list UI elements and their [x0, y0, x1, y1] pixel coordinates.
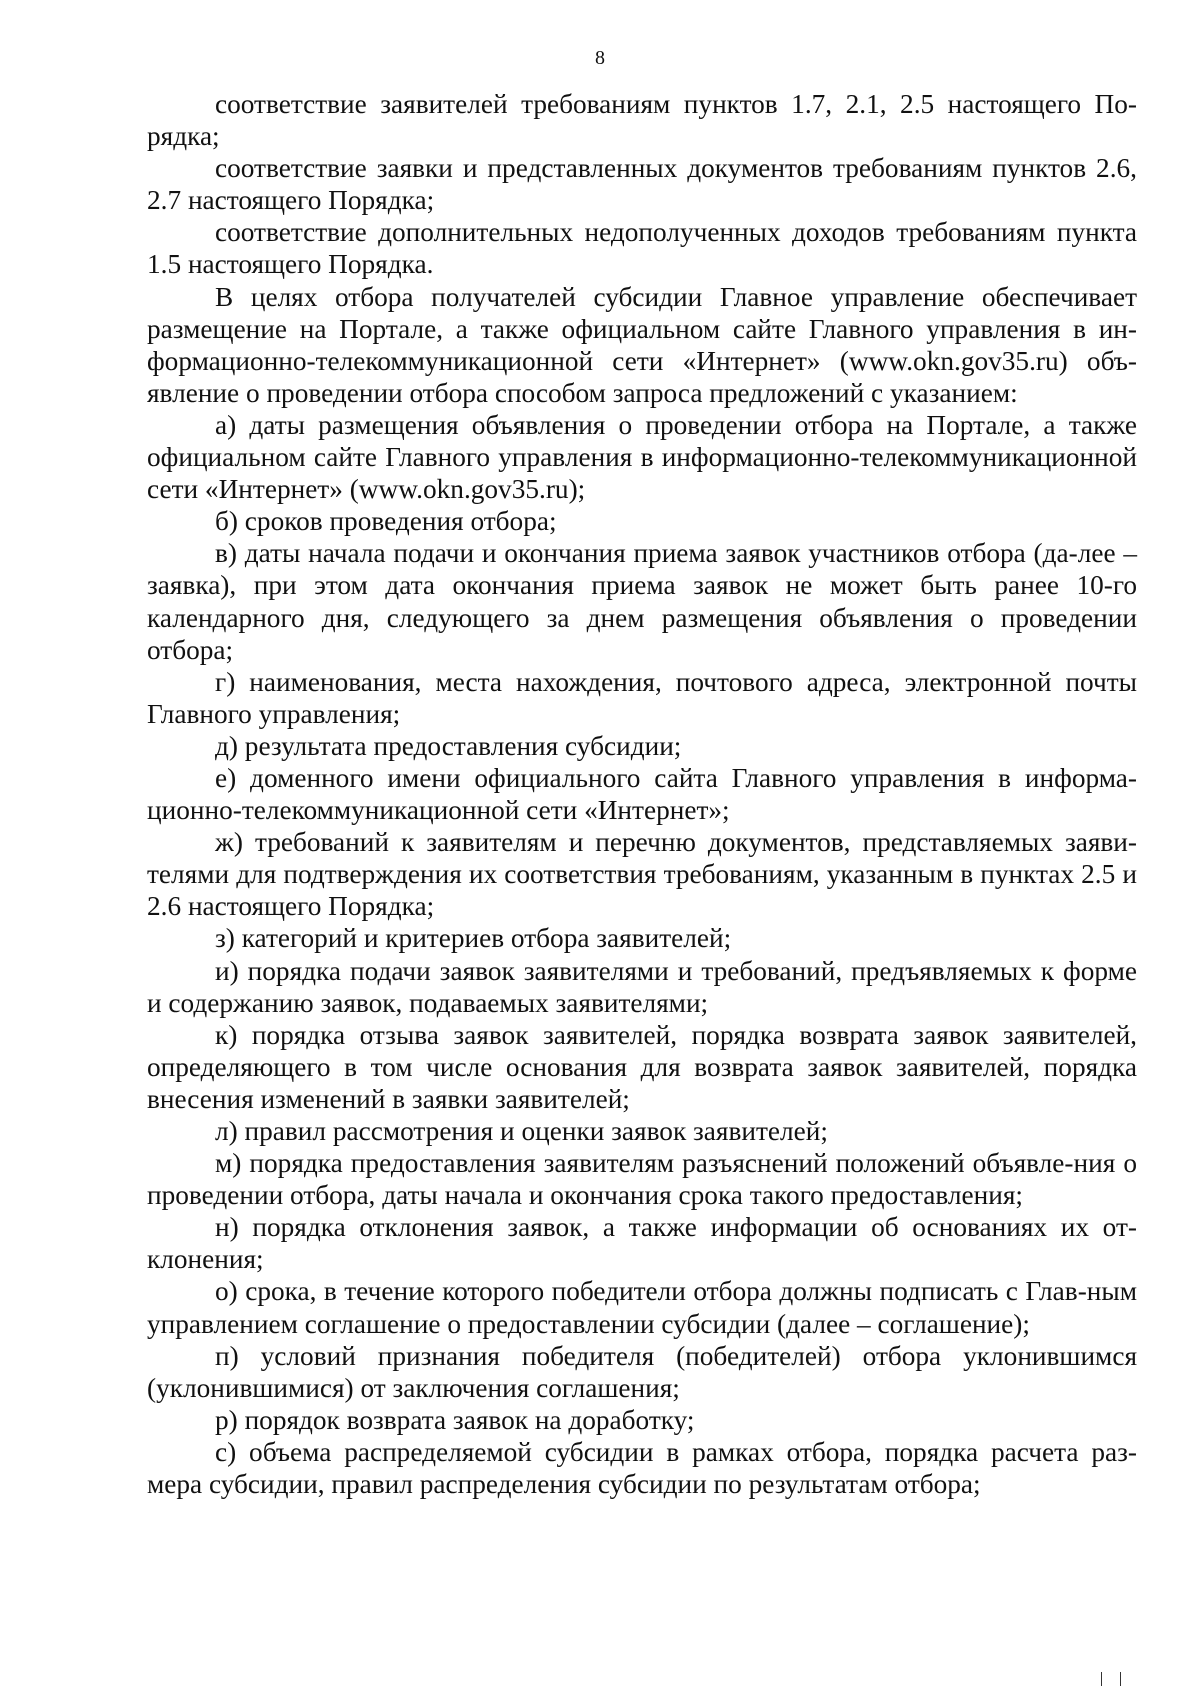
- paragraph: г) наименования, места нахождения, почтового адреса, электронной почты Главного управления;: [147, 666, 1137, 729]
- paragraph: В целях отбора получателей субсидии Главное управление обеспечивает размещение на Портале, а также официальном сайте Главного управления в ин-формационно-телекоммуникационной сети «Интернет» (www.okn.gov35.ru) объ-явление о проведении отбора способом запроса предложений с указанием:: [147, 281, 1137, 408]
- scan-mark: [1101, 1672, 1102, 1686]
- paragraph: р) порядок возврата заявок на доработку;: [215, 1404, 695, 1435]
- paragraph: соответствие заявки и представленных документов требованиям пунктов 2.6, 2.7 настоящего Порядка;: [147, 153, 1137, 216]
- paragraph: и) порядка подачи заявок заявителями и требований, предъявляемых к форме и содержанию заявок, подаваемых заявителями;: [147, 955, 1137, 1018]
- paragraph: к) порядка отзыва заявок заявителей, порядка возврата заявок заявителей, определяющего в том числе основания для возврата заявок заявителей, порядка внесения изменений в заявки заявителей;: [147, 1019, 1137, 1114]
- scan-mark: [1120, 1672, 1121, 1686]
- paragraph: о) срока, в течение которого победители отбора должны подписать с Глав-ным управлением соглашение о предоставлении субсидии (далее – соглашение);: [147, 1276, 1137, 1339]
- paragraph: л) правил рассмотрения и оценки заявок заявителей;: [215, 1116, 828, 1146]
- paragraph: в) даты начала подачи и окончания приема заявок участников отбора (да-лее – заявка), при этом дата окончания приема заявок не может быть ранее 10-го календарного дня, следующего за днем размещения объявления о проведении отбора;: [147, 538, 1137, 665]
- paragraph: а) даты размещения объявления о проведении отбора на Портале, а также официальном сайте Главного управления в информационно-телекоммуникационной сети «Интернет» (www.okn.gov35.ru);: [147, 409, 1137, 505]
- paragraph: д) результата предоставления субсидии;: [215, 730, 682, 761]
- paragraph: соответствие заявителей требованиям пунктов 1.7, 2.1, 2.5 настоящего По-рядка;: [147, 89, 1137, 152]
- paragraph: п) условий признания победителя (победителей) отбора уклонившимся (уклонившимися) от заключения соглашения;: [147, 1340, 1137, 1403]
- page-number: 8: [595, 47, 605, 69]
- paragraph: е) доменного имени официального сайта Главного управления в информа-ционно-телекоммуникационной сети «Интернет»;: [147, 762, 1137, 826]
- paragraph: з) категорий и критериев отбора заявителей;: [215, 923, 732, 954]
- paragraph: м) порядка предоставления заявителям разъяснений положений объявле-ния о проведении отбора, даты начала и окончания срока такого предоставления;: [147, 1148, 1137, 1211]
- document-body: [147, 88, 1137, 1500]
- paragraph: н) порядка отклонения заявок, а также информации об основаниях их от-клонения;: [147, 1212, 1137, 1275]
- paragraph: соответствие дополнительных недополученных доходов требованиям пункта 1.5 настоящего Порядка.: [147, 217, 1137, 280]
- paragraph: ж) требований к заявителям и перечню документов, представляемых заяви-телями для подтверждения их соответствия требованиям, указанным в пунктах 2.5 и 2.6 настоящего Порядка;: [147, 827, 1137, 922]
- paragraph: б) сроков проведения отбора;: [215, 506, 557, 537]
- paragraph: с) объема распределяемой субсидии в рамках отбора, порядка расчета раз-мера субсидии, правил распределения субсидии по результатам отбора;: [147, 1436, 1137, 1500]
